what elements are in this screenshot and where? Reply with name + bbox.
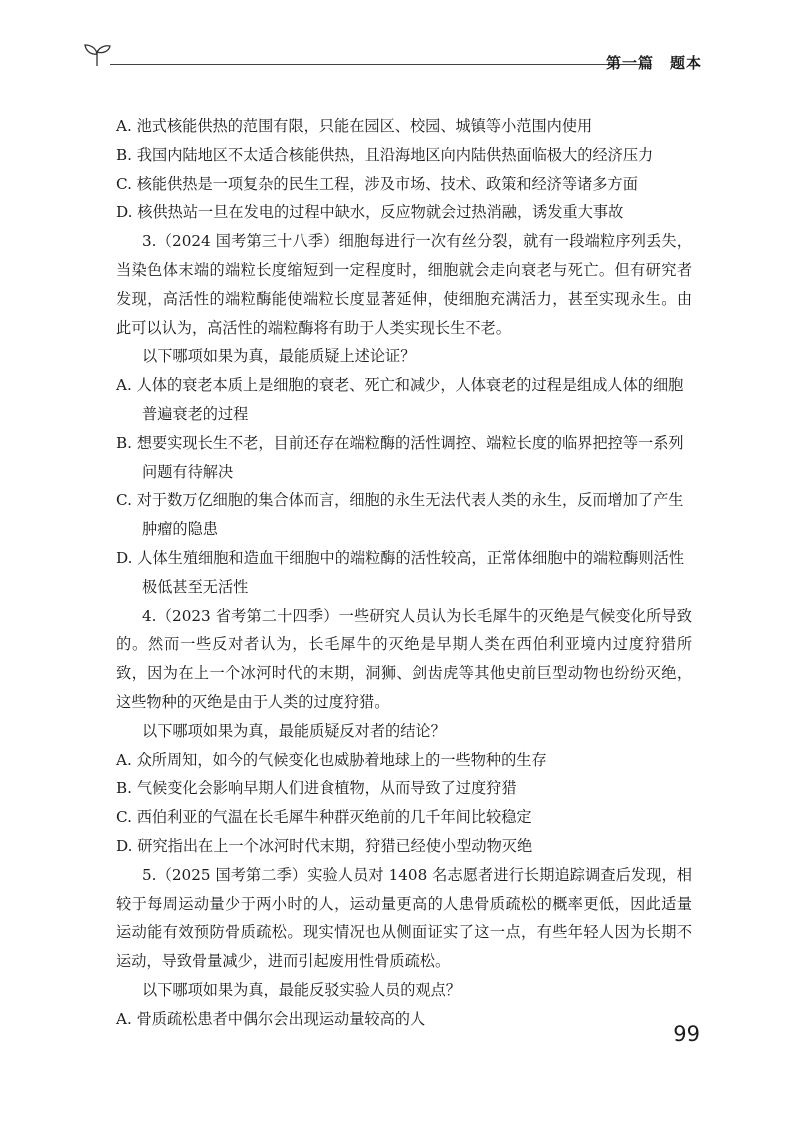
q4-option-d: D. 研究指出在上一个冰河时代末期，狩猎已经使小型动物灭绝 [116, 836, 533, 855]
header-rule [110, 64, 642, 65]
q3-text: 3.（2024 国考第三十八季）细胞每进行一次有丝分裂，就有一段端粒序列丢失，当染色体末端的端粒长度缩短到一定程度时，细胞就会走向衰老与死亡。但有研究者发现，高活性的端粒酶能使端粒长度显著延伸，使细胞充满活力，甚至实现永生。由此可以认为，高活性的端粒酶将有助于人类实现长生不老。 [116, 232, 692, 337]
q2-option-b: B. 我国内陆地区不太适合核能供热，且沿海地区向内陆供热面临极大的经济压力 [116, 145, 654, 164]
page-number: 99 [673, 1022, 700, 1046]
page-content [116, 112, 692, 1034]
q4-option-c: C. 西伯利亚的气温在长毛犀牛种群灭绝前的几千年间比较稳定 [116, 808, 532, 827]
page-header [70, 40, 702, 80]
q5-stem: 以下哪项如果为真，最能反驳实验人员的观点？ [142, 980, 461, 999]
q3-option-a: A. 人体的衰老本质上是细胞的衰老、死亡和减少，人体衰老的过程是组成人体的细胞普遍衰老的过程 [116, 376, 684, 423]
q4-stem: 以下哪项如果为真，最能质疑反对者的结论？ [142, 721, 446, 740]
q3-option-b: B. 想要实现长生不老，目前还存在端粒酶的活性调控、端粒长度的临界把控等一系列问题有待解决 [116, 433, 684, 481]
q2-option-d: D. 核供热站一旦在发电的过程中缺水，反应物就会过热消融，诱发重大事故 [116, 203, 624, 222]
q4-option-b: B. 气候变化会影响早期人们进食植物，从而导致了过度狩猎 [116, 779, 517, 798]
q5-text: 5.（2025 国考第二季）实验人员对 1408 名志愿者进行长期追踪调查后发现，相较于每周运动量少于两小时的人，运动量更高的人患骨质疏松的概率更低，因此适量运动能有效预防骨质疏松。现实情况也从侧面证实了这一点，有些年轻人因为长期不运动，导致骨量减少，进而引起废用性骨质疏松。 [116, 865, 692, 971]
q3-option-c: C. 对于数万亿细胞的集合体而言，细胞的永生无法代表人类的永生，反而增加了产生肿瘤的隐患 [116, 491, 684, 539]
q4-option-a: A. 众所周知，如今的气候变化也威胁着地球上的一些物种的生存 [116, 750, 547, 769]
q5-option-a: A. 骨质疏松患者中偶尔会出现运动量较高的人 [116, 1009, 426, 1028]
running-head: 第一篇 题本 [605, 54, 702, 72]
q3-stem: 以下哪项如果为真，最能质疑上述论证？ [142, 347, 416, 366]
q4-text: 4.（2023 省考第二十四季）一些研究人员认为长毛犀牛的灭绝是气候变化所导致的。然而一些反对者认为，长毛犀牛的灭绝是早期人类在西伯利亚境内过度狩猎所致，因为在上一个冰河时代的末期，洞狮、剑齿虎等其他史前巨型动物也纷纷灭绝，这些物种的灭绝是由于人类的过度狩猎。 [116, 606, 692, 711]
q2-option-a: A. 池式核能供热的范围有限，只能在园区、校园、城镇等小范围内使用 [116, 117, 593, 135]
sprout-icon [82, 42, 112, 68]
q3-option-d: D. 人体生殖细胞和造血干细胞中的端粒酶的活性较高，正常体细胞中的端粒酶则活性极低甚至无活性 [116, 548, 685, 596]
q2-option-c: C. 核能供热是一项复杂的民生工程，涉及市场、技术、政策和经济等诸多方面 [116, 174, 638, 193]
